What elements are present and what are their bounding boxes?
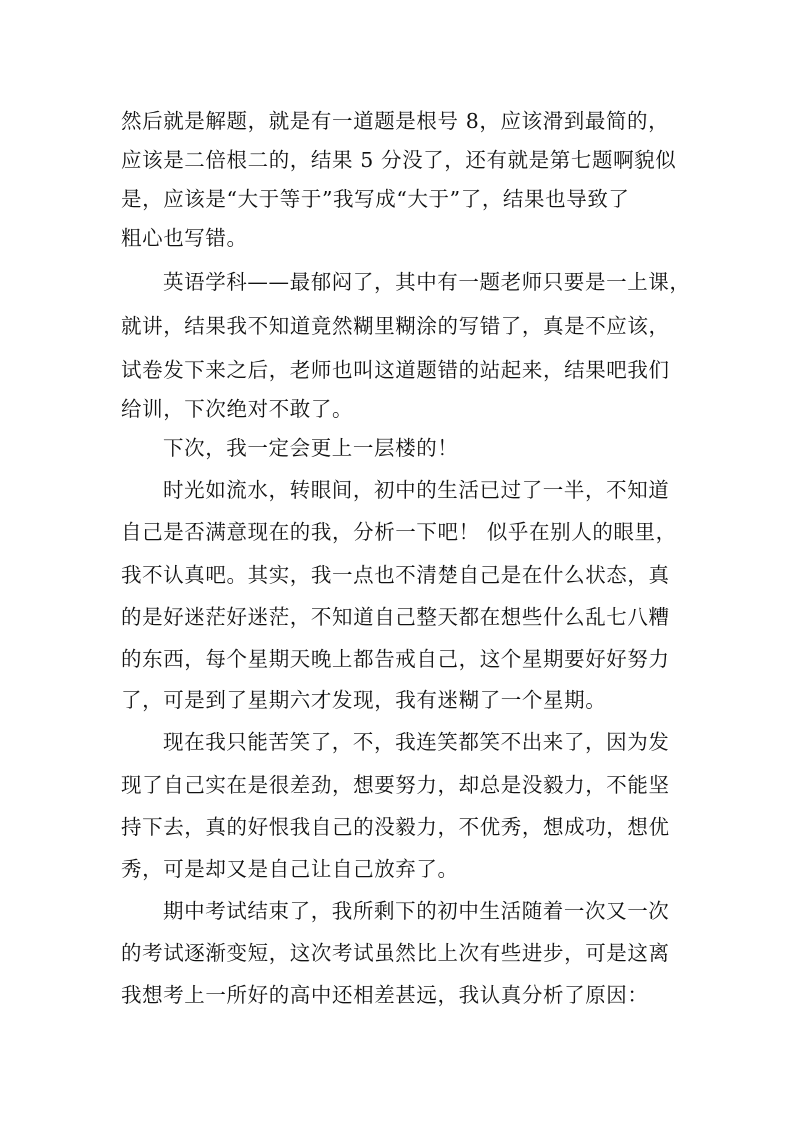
text-line-6: 就讲，结果我不知道竟然糊里糊涂的写错了，真是不应该， [121, 314, 670, 338]
text-line-19: 秀，可是却又是自己让自己放弃了。 [121, 857, 459, 881]
text-line-20: 期中考试结束了，我所剩下的初中生活随着一次又一次 [163, 899, 670, 923]
text-line-8: 给训，下次绝对不敢了。 [121, 397, 354, 421]
text-line-4: 粗心也写错。 [121, 226, 248, 250]
text-line-18: 持下去，真的好恨我自己的没毅力，不优秀，想成功，想优 [121, 815, 670, 839]
text-line-5: 英语学科——最郁闷了，其中有一题老师只要是一上课， [163, 270, 691, 294]
text-line-2: 应该是二倍根二的，结果 5 分没了，还有就是第七题啊貌似 [121, 148, 677, 172]
text-line-14: 的东西，每个星期天晚上都告戒自己，这个星期要好好努力 [121, 647, 670, 671]
text-line-15: 了，可是到了星期六才发现，我有迷糊了一个星期。 [121, 688, 607, 712]
text-line-13: 的是好迷茫好迷茫，不知道自己整天都在想些什么乱七八糟 [121, 605, 670, 629]
text-line-11: 自己是否满意现在的我，分析一下吧！ 似乎在别人的眼里， [121, 520, 677, 544]
text-line-16: 现在我只能苦笑了，不，我连笑都笑不出来了，因为发 [163, 730, 670, 754]
text-line-3: 是，应该是“大于等于”我写成“大于”了，结果也导致了 [121, 187, 630, 211]
text-line-7: 试卷发下来之后，老师也叫这道题错的站起来，结果吧我们 [121, 358, 670, 382]
text-line-12: 我不认真吧。其实，我一点也不清楚自己是在什么状态，真 [121, 563, 670, 587]
text-line-22: 我想考上一所好的高中还相差甚远，我认真分析了原因： [121, 983, 649, 1007]
text-line-21: 的考试逐渐变短，这次考试虽然比上次有些进步，可是这离 [121, 941, 670, 965]
text-line-17: 现了自己实在是很差劲，想要努力，却总是没毅力，不能坚 [121, 773, 670, 797]
text-line-1: 然后就是解题，就是有一道题是根号 8，应该滑到最简的， [121, 109, 670, 133]
text-line-9: 下次，我一定会更上一层楼的！ [163, 436, 459, 460]
text-line-10: 时光如流水，转眼间，初中的生活已过了一半，不知道 [163, 478, 670, 502]
